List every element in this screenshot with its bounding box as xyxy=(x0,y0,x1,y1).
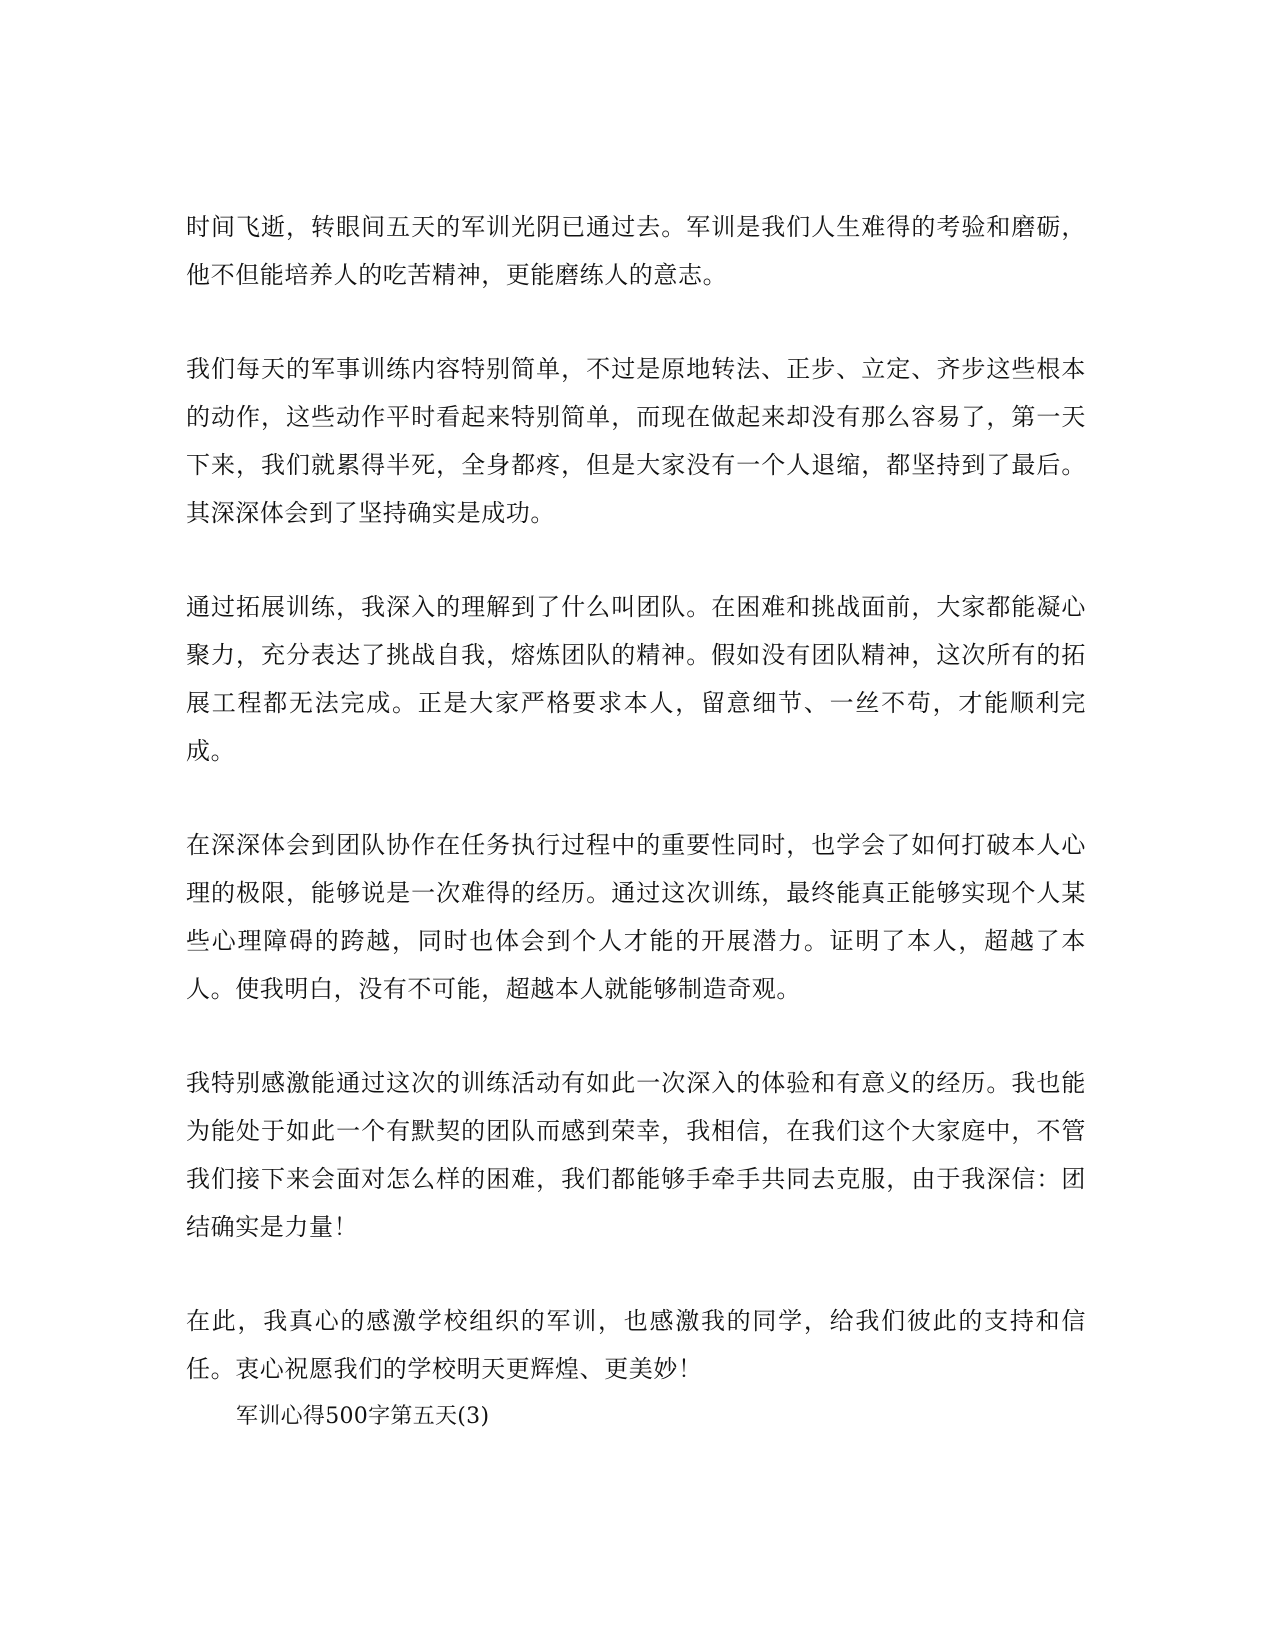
next-section-heading: 军训心得500字第五天(3) xyxy=(236,1404,490,1429)
paragraph-3: 通过拓展训练，我深入的理解到了什么叫团队。在困难和挑战面前，大家都能凝心聚力，充分表达了挑战自我，熔炼团队的精神。假如没有团队精神，这次所有的拓展工程都无法完成。正是大家严格要求本人，留意细节、一丝不苟，才能顺利完成。 xyxy=(186,593,1086,765)
paragraph-6: 在此，我真心的感激学校组织的军训，也感激我的同学，给我们彼此的支持和信任。衷心祝愿我们的学校明天更辉煌、更美妙！ xyxy=(186,1307,1086,1383)
paragraph-5: 我特别感激能通过这次的训练活动有如此一次深入的体验和有意义的经历。我也能为能处于如此一个有默契的团队而感到荣幸，我相信，在我们这个大家庭中，不管我们接下来会面对怎么样的困难，我们都能够手牵手共同去克服，由于我深信：团结确实是力量！ xyxy=(186,1069,1086,1241)
paragraph-4: 在深深体会到团队协作在任务执行过程中的重要性同时，也学会了如何打破本人心理的极限，能够说是一次难得的经历。通过这次训练，最终能真正能够实现个人某些心理障碍的跨越，同时也体会到个人才能的开展潜力。证明了本人，超越了本人。使我明白，没有不可能，超越本人就能够制造奇观。 xyxy=(186,831,1086,1003)
document-body xyxy=(186,203,1086,1441)
paragraph-1: 时间飞逝，转眼间五天的军训光阴已通过去。军训是我们人生难得的考验和磨砺，他不但能培养人的吃苦精神，更能磨练人的意志。 xyxy=(186,213,1086,289)
paragraph-2: 我们每天的军事训练内容特别简单，不过是原地转法、正步、立定、齐步这些根本的动作，这些动作平时看起来特别简单，而现在做起来却没有那么容易了，第一天下来，我们就累得半死，全身都疼，但是大家没有一个人退缩，都坚持到了最后。其深深体会到了坚持确实是成功。 xyxy=(186,355,1086,527)
